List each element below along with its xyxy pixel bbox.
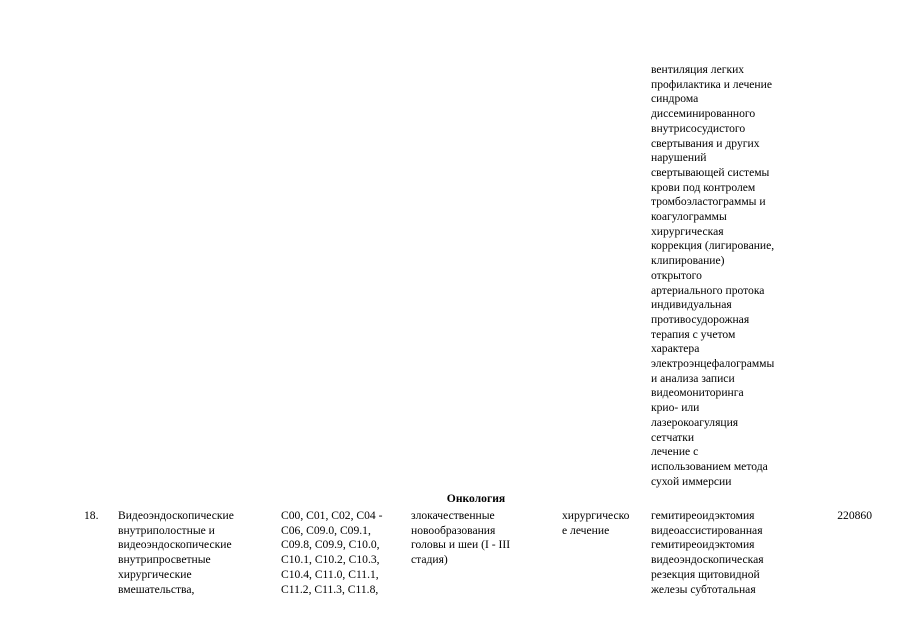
method-line: артериального протока xyxy=(651,283,765,297)
method-line: видеоэндоскопическая xyxy=(651,553,764,567)
method-line: коагулограммы xyxy=(651,210,727,224)
method-line: диссеминированного xyxy=(651,107,756,121)
method-line: лазерокоагуляция xyxy=(651,415,739,429)
method-line: электроэнцефалограммы xyxy=(651,357,775,371)
codes-line: C09.8, C09.9, C10.0, xyxy=(281,538,380,552)
method-line: хирургическая xyxy=(651,224,724,238)
codes-line: C11.2, C11.3, C11.8, xyxy=(281,582,379,596)
codes-line: C00, C01, C02, C04 - xyxy=(281,509,383,522)
method-line: терапия с учетом xyxy=(651,327,736,341)
method-line: противосудорожная xyxy=(651,312,750,326)
method-line: нарушений xyxy=(651,151,707,165)
method-line: железы субтотальная xyxy=(651,582,756,596)
method-line: видеоассистированная xyxy=(651,523,763,537)
method-line: гемитиреоидэктомия xyxy=(651,509,755,522)
method-line: использованием метода xyxy=(651,459,768,473)
method-line: резекция щитовидной xyxy=(651,567,760,581)
method-line: вентиляция легких xyxy=(651,63,745,76)
model-line: новообразования xyxy=(411,523,496,537)
model-line: головы и шеи (I - III xyxy=(411,538,511,552)
model-line: злокачественные xyxy=(411,509,495,522)
method-line: сетчатки xyxy=(651,430,695,444)
method-line: индивидуальная xyxy=(651,298,732,312)
method-line: коррекция (лигирование, xyxy=(651,239,775,253)
treatment-type-line: е лечение xyxy=(562,523,610,537)
treatment-type-line: хирургическо xyxy=(562,509,630,522)
patient-model-cell xyxy=(411,509,551,568)
method-line: характера xyxy=(651,342,700,356)
method-line: сухой иммерсии xyxy=(651,474,732,488)
name-line: видеоэндоскопические xyxy=(118,538,232,552)
codes-line: C10.4, C11.0, C11.1, xyxy=(281,567,379,581)
name-line: внутриполостные и xyxy=(118,523,215,537)
intervention-name-cell xyxy=(118,509,278,597)
codes-line: C10.1, C10.2, C10.3, xyxy=(281,553,380,567)
method-line: синдрома xyxy=(651,92,699,106)
method-line: тромбоэластограммы и xyxy=(651,195,766,209)
codes-line: C06, C09.0, C09.1, xyxy=(281,523,371,537)
name-line: внутрипросветные xyxy=(118,553,211,567)
cost-value: 220860 xyxy=(837,509,872,522)
method-line: внутрисосудистого xyxy=(651,121,746,135)
method-line: открытого xyxy=(651,268,702,282)
continued-method-cell xyxy=(651,63,811,489)
method-line: свертывания и других xyxy=(651,136,760,150)
method-line: клипирование) xyxy=(651,254,725,268)
method-line: видеомониторинга xyxy=(651,386,744,400)
method-line: гемитиреоидэктомия xyxy=(651,538,755,552)
name-line: вмешательства, xyxy=(118,582,195,596)
treatment-type-cell xyxy=(562,509,642,538)
method-line: крио- или xyxy=(651,401,700,415)
method-line: крови под контролем xyxy=(651,180,756,194)
row-number: 18. xyxy=(84,509,99,522)
method-line: свертывающей системы xyxy=(651,165,770,179)
method-line: и анализа записи xyxy=(651,371,735,385)
section-heading-oncology: Онкология xyxy=(446,492,506,505)
method-line: профилактика и лечение xyxy=(651,77,772,91)
icd-codes-cell xyxy=(281,509,406,597)
treatment-method-cell xyxy=(651,509,811,597)
method-line: лечение с xyxy=(651,445,699,459)
name-line: хирургические xyxy=(118,567,192,581)
model-line: стадия) xyxy=(411,553,448,567)
name-line: Видеоэндоскопические xyxy=(118,509,234,522)
